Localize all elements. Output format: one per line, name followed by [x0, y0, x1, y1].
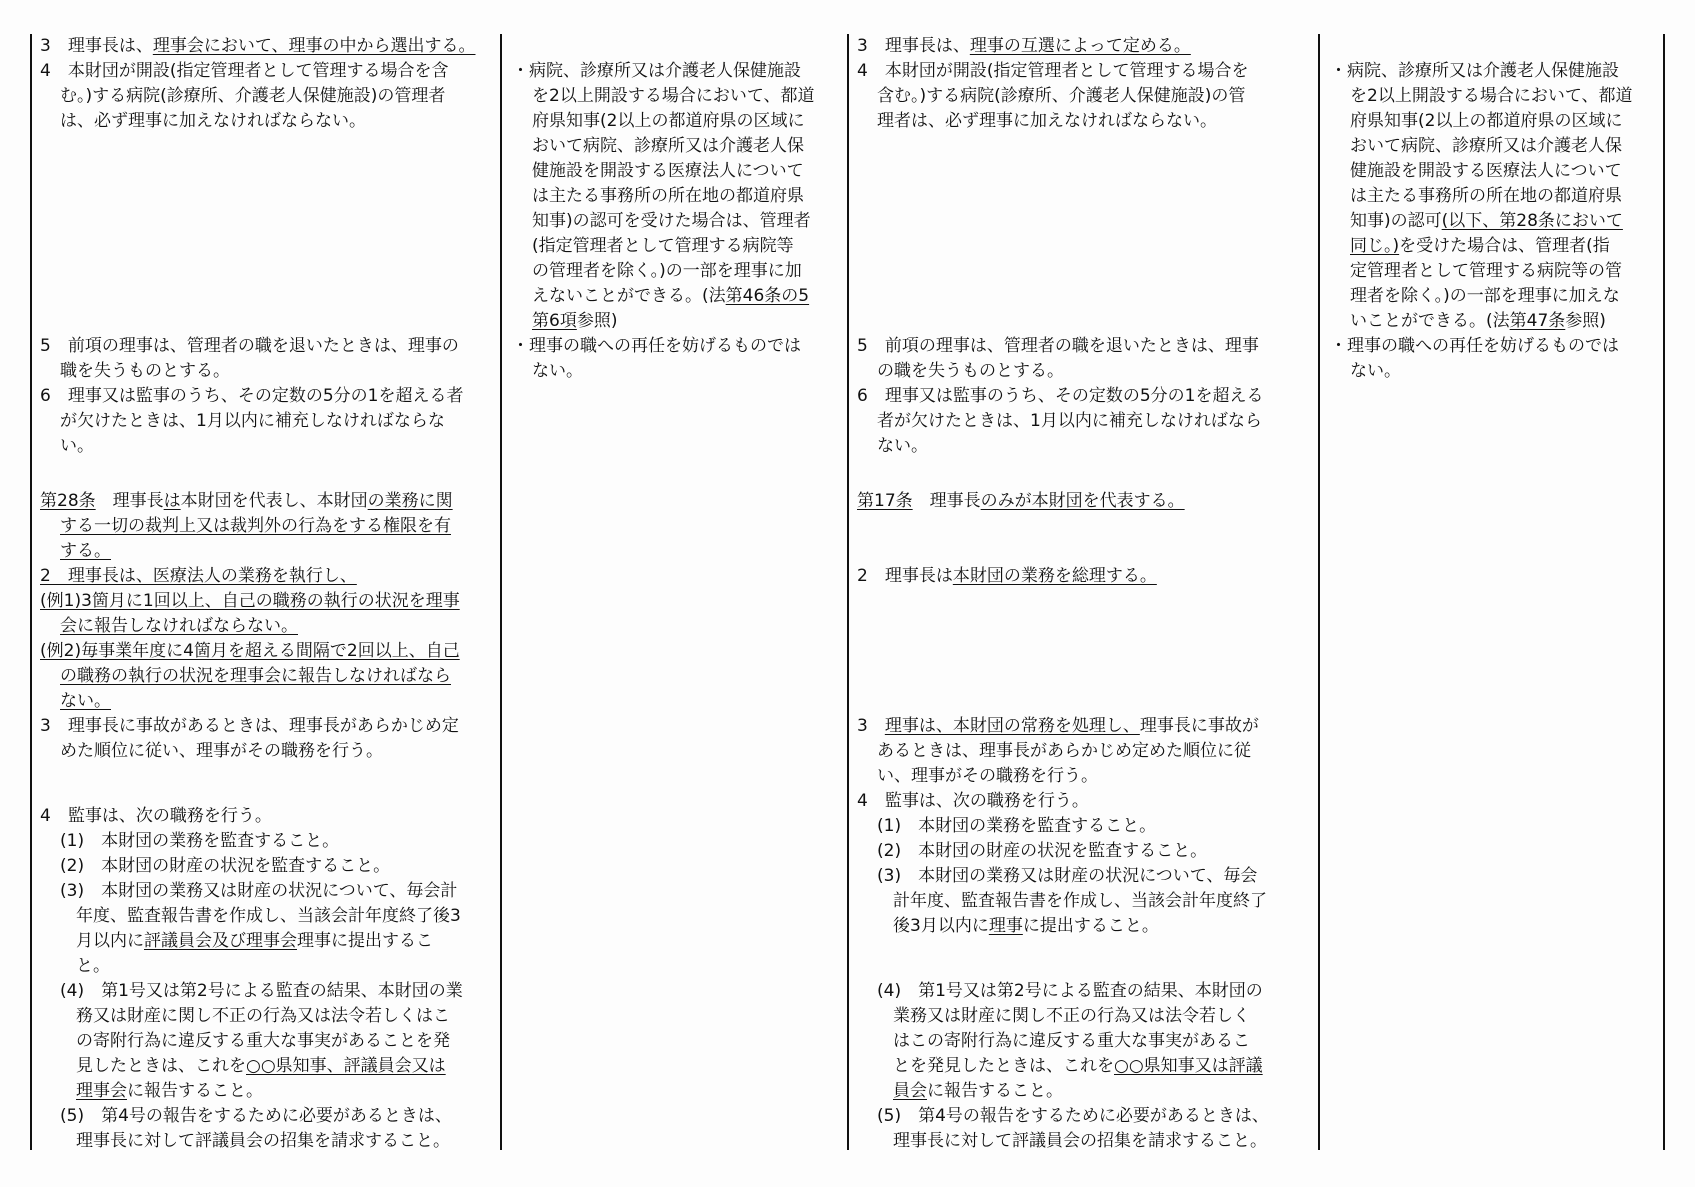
text-segment: 理事長に対して評議員会の招集を請求すること。 [893, 1131, 1267, 1151]
text-segment: 健施設を開設する医療法人について [1350, 161, 1622, 181]
text-line [40, 904, 495, 929]
text-block [512, 334, 842, 384]
underlined-text-segment: 理事 [988, 916, 1023, 936]
text-segment: 務又は財産に関し不正の行為又は法令若しくはこ [76, 1006, 450, 1026]
text-line [40, 1054, 495, 1079]
text-block [40, 34, 495, 134]
text-line [40, 1104, 495, 1129]
text-line [857, 1104, 1312, 1129]
text-line [40, 739, 495, 764]
text-line [857, 409, 1312, 434]
underlined-text-segment: ○○県知事、評議員会又は [246, 1056, 446, 1076]
text-segment: 6 理事又は監事のうち、その定数の5分の1を超える者 [40, 386, 464, 406]
text-line [512, 209, 842, 234]
text-line [1330, 134, 1660, 159]
text-segment: は主たる事務所の所在地の都道府県 [1350, 186, 1622, 206]
text-segment: の職を失うものとする。 [877, 361, 1064, 381]
text-line [1330, 159, 1660, 184]
text-segment: 月以内に [76, 931, 144, 951]
text-segment: 府県知事(2以上の都道府県の区域に [532, 111, 805, 131]
text-line [857, 564, 1312, 589]
text-segment: 見したときは、これを [76, 1056, 246, 1076]
text-block [40, 489, 495, 764]
text-block [857, 489, 1312, 514]
text-line [857, 384, 1312, 409]
text-segment: おいて病院、診療所又は介護老人保 [532, 136, 804, 156]
text-segment: あるときは、理事長があらかじめ定めた順位に従 [877, 741, 1251, 761]
text-line [40, 334, 495, 359]
underlined-text-segment: 員会 [893, 1081, 927, 1101]
text-line [40, 954, 495, 979]
text-block [857, 714, 1312, 939]
text-line [40, 1129, 495, 1154]
text-segment: (4) 第1号又は第2号による監査の結果、本財団の [877, 981, 1263, 1001]
text-segment: ・理事の職への再任を妨げるものでは [1330, 336, 1619, 356]
text-segment: い。 [60, 436, 94, 456]
text-segment: 本財団を代表し、本財団 [180, 491, 368, 511]
text-block [857, 564, 1312, 589]
text-line [512, 84, 842, 109]
text-segment: 者が欠けたときは、1月以内に補充しなければなら [877, 411, 1262, 431]
text-line [857, 979, 1312, 1004]
text-block [512, 59, 842, 334]
text-line [1330, 84, 1660, 109]
text-segment: 府県知事(2以上の都道府県の区域に [1350, 111, 1623, 131]
text-segment: の管理者を除く。)の一部を理事に加 [532, 261, 802, 281]
text-line [1330, 284, 1660, 309]
text-segment: を受けた場合は、管理者(指 [1399, 236, 1610, 256]
text-line [857, 359, 1312, 384]
text-line [1330, 209, 1660, 234]
underlined-text-segment: は [163, 491, 181, 511]
text-line [1330, 309, 1660, 334]
underlined-text-segment: 会に報告しなければならない。 [60, 616, 298, 636]
text-segment: (1) 本財団の業務を監査すること。 [877, 816, 1157, 836]
text-segment: に提出すること。 [1022, 916, 1159, 936]
text-line [40, 589, 495, 614]
text-line [857, 789, 1312, 814]
text-block [40, 804, 495, 1154]
text-segment: 理事長に対して評議員会の招集を請求すること。 [76, 1131, 450, 1151]
underlined-text-segment: のみが本財団を代表する。 [980, 491, 1185, 511]
text-line [512, 59, 842, 84]
underlined-text-segment: 第28条 [40, 491, 96, 511]
text-block [1330, 59, 1660, 334]
text-segment: 職を失うものとする。 [60, 361, 230, 381]
text-block [857, 979, 1312, 1154]
underlined-text-segment: (例2)毎事業年度に4箇月を超える間隔で2回以上、自己 [40, 641, 460, 661]
text-segment: (3) 本財団の業務又は財産の状況について、毎会 [877, 866, 1258, 886]
text-segment: とを発見したときは、これを [893, 1056, 1114, 1076]
text-segment: 理者は、必ず理事に加えなければならない。 [877, 111, 1217, 131]
text-segment: 5 前項の理事は、管理者の職を退いたときは、理事の [40, 336, 459, 356]
text-segment: 理事長 [95, 491, 164, 511]
text-line [857, 914, 1312, 939]
text-segment: に報告すること。 [927, 1081, 1063, 1101]
text-block [40, 334, 495, 459]
text-line [1330, 234, 1660, 259]
text-line [40, 689, 495, 714]
text-segment: (3) 本財団の業務又は財産の状況について、毎会計 [60, 881, 458, 901]
text-segment: 含む。)する病院(診療所、介護老人保健施設)の管 [877, 86, 1246, 106]
text-segment: 3 理事長は、 [40, 36, 153, 56]
underlined-text-segment: 本財団の業務を総理する。 [952, 566, 1157, 586]
text-segment: ない。 [532, 361, 583, 381]
text-segment: めた順位に従い、理事がその職務を行う。 [60, 741, 383, 761]
text-line [857, 1079, 1312, 1104]
text-line [857, 864, 1312, 889]
text-line [857, 109, 1312, 134]
text-line [857, 1054, 1312, 1079]
text-line [1330, 359, 1660, 384]
text-line [512, 234, 842, 259]
underlined-text-segment: 理事会 [76, 1081, 127, 1101]
text-line [40, 829, 495, 854]
text-segment: が欠けたときは、1月以内に補充しなければならな [60, 411, 445, 431]
text-segment: 3 理事長に事故があるときは、理事長があらかじめ定 [40, 716, 459, 736]
text-segment: 後3月以内に [893, 916, 989, 936]
text-segment: ない。 [1350, 361, 1401, 381]
text-line [40, 514, 495, 539]
text-segment: の寄附行為に違反する重大な事実があることを発 [76, 1031, 450, 1051]
text-segment: 知事)の認可を受けた場合は、管理者 [532, 211, 811, 231]
text-line [1330, 259, 1660, 284]
text-segment: (指定管理者として管理する病院等 [532, 236, 794, 256]
underlined-text-segment: (例1)3箇月に1回以上、自己の職務の執行の状況を理事 [40, 591, 460, 611]
text-segment: は、必ず理事に加えなければならない。 [60, 111, 366, 131]
column-border-1-2 [500, 34, 502, 1150]
underlined-text-segment: ない。 [60, 691, 111, 711]
text-segment: おいて病院、診療所又は介護老人保 [1350, 136, 1622, 156]
text-line [857, 714, 1312, 739]
text-segment: 年度、監査報告書を作成し、当該会計年度終了後3 [76, 906, 461, 926]
text-segment: ・病院、診療所又は介護老人保健施設 [1330, 61, 1619, 81]
text-segment: 4 本財団が開設(指定管理者として管理する場合を [857, 61, 1249, 81]
text-line [40, 109, 495, 134]
text-segment: ・理事の職への再任を妨げるものでは [512, 336, 801, 356]
text-line [1330, 59, 1660, 84]
text-segment: 理事長 [912, 491, 981, 511]
text-line [512, 334, 842, 359]
text-line [40, 929, 495, 954]
text-segment: を2以上開設する場合において、都道 [1350, 86, 1633, 106]
underlined-text-segment: ○○県知事又は評議 [1114, 1056, 1263, 1076]
text-segment: 定管理者として管理する病院等の管 [1350, 261, 1622, 281]
underlined-text-segment: 理事の互選によって定める。 [969, 36, 1191, 56]
text-line [857, 814, 1312, 839]
text-line [40, 639, 495, 664]
text-line [40, 714, 495, 739]
text-segment: 4 監事は、次の職務を行う。 [857, 791, 1089, 811]
text-line [512, 159, 842, 184]
underlined-text-segment: 理事は、本財団の常務を処理し、 [884, 716, 1140, 736]
text-line [40, 854, 495, 879]
column-border-2-3 [847, 34, 849, 1150]
text-segment: はこの寄附行為に違反する重大な事実があるこ [893, 1031, 1250, 1051]
underlined-text-segment: 評議員会及び理事会 [144, 931, 297, 951]
underlined-text-segment: の職務の執行の状況を理事会に報告しなければなら [60, 666, 451, 686]
text-segment: ない。 [877, 436, 928, 456]
underlined-text-segment: する。 [60, 541, 111, 561]
text-segment: 3 [857, 716, 885, 736]
text-segment: 知事)の認可 [1350, 211, 1442, 231]
text-segment: 2 理事長は [857, 566, 953, 586]
column-border-3-4 [1318, 34, 1320, 1150]
text-line [857, 1004, 1312, 1029]
text-segment: 計年度、監査報告書を作成し、当該会計年度終了 [893, 891, 1267, 911]
text-segment: (2) 本財団の財産の状況を監査すること。 [877, 841, 1208, 861]
text-line [512, 284, 842, 309]
text-segment: ・病院、診療所又は介護老人保健施設 [512, 61, 801, 81]
text-block [1330, 334, 1660, 384]
text-line [857, 334, 1312, 359]
text-line [512, 109, 842, 134]
text-line [857, 59, 1312, 84]
underlined-text-segment: する一切の裁判上又は裁判外の行為をする権限を有 [60, 516, 451, 536]
text-segment: と。 [76, 956, 110, 976]
text-line [40, 359, 495, 384]
text-segment: 理事長に事故が [1139, 716, 1259, 736]
text-segment: 6 理事又は監事のうち、その定数の5分の1を超える [857, 386, 1264, 406]
text-line [857, 889, 1312, 914]
text-segment: 健施設を開設する医療法人について [532, 161, 804, 181]
underlined-text-segment: (以下、第28条において [1441, 211, 1623, 231]
text-segment: む。)する病院(診療所、介護老人保健施設)の管理者 [60, 86, 446, 106]
text-segment: 5 前項の理事は、管理者の職を退いたときは、理事 [857, 336, 1259, 356]
text-segment: い、理事がその職務を行う。 [877, 766, 1098, 786]
underlined-text-segment: 理事会において、理事の中から選出する。 [152, 36, 476, 56]
text-segment: 4 監事は、次の職務を行う。 [40, 806, 272, 826]
text-line [1330, 109, 1660, 134]
text-line [40, 1004, 495, 1029]
text-segment: 4 本財団が開設(指定管理者として管理する場合を含 [40, 61, 449, 81]
text-line [40, 539, 495, 564]
underlined-text-segment: 2 理事長は、医療法人の業務を執行し、 [40, 566, 357, 586]
text-line [857, 434, 1312, 459]
text-line [1330, 334, 1660, 359]
column-border-left [30, 34, 32, 1150]
underlined-text-segment: 第47条 [1509, 311, 1566, 331]
text-segment: を2以上開設する場合において、都道 [532, 86, 815, 106]
text-line [40, 84, 495, 109]
text-line [40, 34, 495, 59]
underlined-text-segment: 第6項 [532, 311, 577, 331]
text-line [40, 804, 495, 829]
text-segment: 理事に提出するこ [297, 931, 433, 951]
text-line [857, 489, 1312, 514]
text-line [40, 409, 495, 434]
text-line [40, 434, 495, 459]
text-segment: に報告すること。 [127, 1081, 263, 1101]
underlined-text-segment: の業務に関 [367, 491, 453, 511]
text-line [40, 614, 495, 639]
text-line [512, 259, 842, 284]
underlined-text-segment: 第17条 [857, 491, 913, 511]
text-line [40, 59, 495, 84]
text-segment: (5) 第4号の報告をするために必要があるときは、 [877, 1106, 1269, 1126]
text-block [857, 334, 1312, 459]
text-line [857, 34, 1312, 59]
text-line [857, 1029, 1312, 1054]
text-segment: (2) 本財団の財産の状況を監査すること。 [60, 856, 391, 876]
text-line [512, 359, 842, 384]
text-line [1330, 184, 1660, 209]
text-segment: 参照) [576, 311, 618, 331]
text-segment: 理者を除く。)の一部を理事に加えな [1350, 286, 1620, 306]
text-line [857, 839, 1312, 864]
text-segment: (4) 第1号又は第2号による監査の結果、本財団の業 [60, 981, 463, 1001]
column-border-right [1663, 34, 1665, 1150]
text-segment: えないことができる。(法 [532, 286, 726, 306]
text-line [40, 664, 495, 689]
text-line [40, 489, 495, 514]
text-line [40, 979, 495, 1004]
text-line [40, 564, 495, 589]
text-line [857, 84, 1312, 109]
text-segment: (5) 第4号の報告をするために必要があるときは、 [60, 1106, 452, 1126]
text-line [40, 1029, 495, 1054]
text-segment: (1) 本財団の業務を監査すること。 [60, 831, 340, 851]
text-segment: 参照) [1565, 311, 1606, 331]
text-line [857, 1129, 1312, 1154]
text-segment: いことができる。(法 [1350, 311, 1510, 331]
text-line [857, 739, 1312, 764]
underlined-text-segment: 同じ。) [1350, 236, 1400, 256]
text-line [40, 384, 495, 409]
text-line [40, 1079, 495, 1104]
text-line [512, 309, 842, 334]
text-line [40, 879, 495, 904]
text-segment: 3 理事長は、 [857, 36, 970, 56]
text-line [512, 184, 842, 209]
text-block [857, 34, 1312, 134]
text-line [512, 134, 842, 159]
underlined-text-segment: 第46条の5 [725, 286, 810, 306]
text-line [857, 764, 1312, 789]
text-segment: は主たる事務所の所在地の都道府県 [532, 186, 804, 206]
text-segment: 業務又は財産に関し不正の行為又は法令若しく [893, 1006, 1250, 1026]
